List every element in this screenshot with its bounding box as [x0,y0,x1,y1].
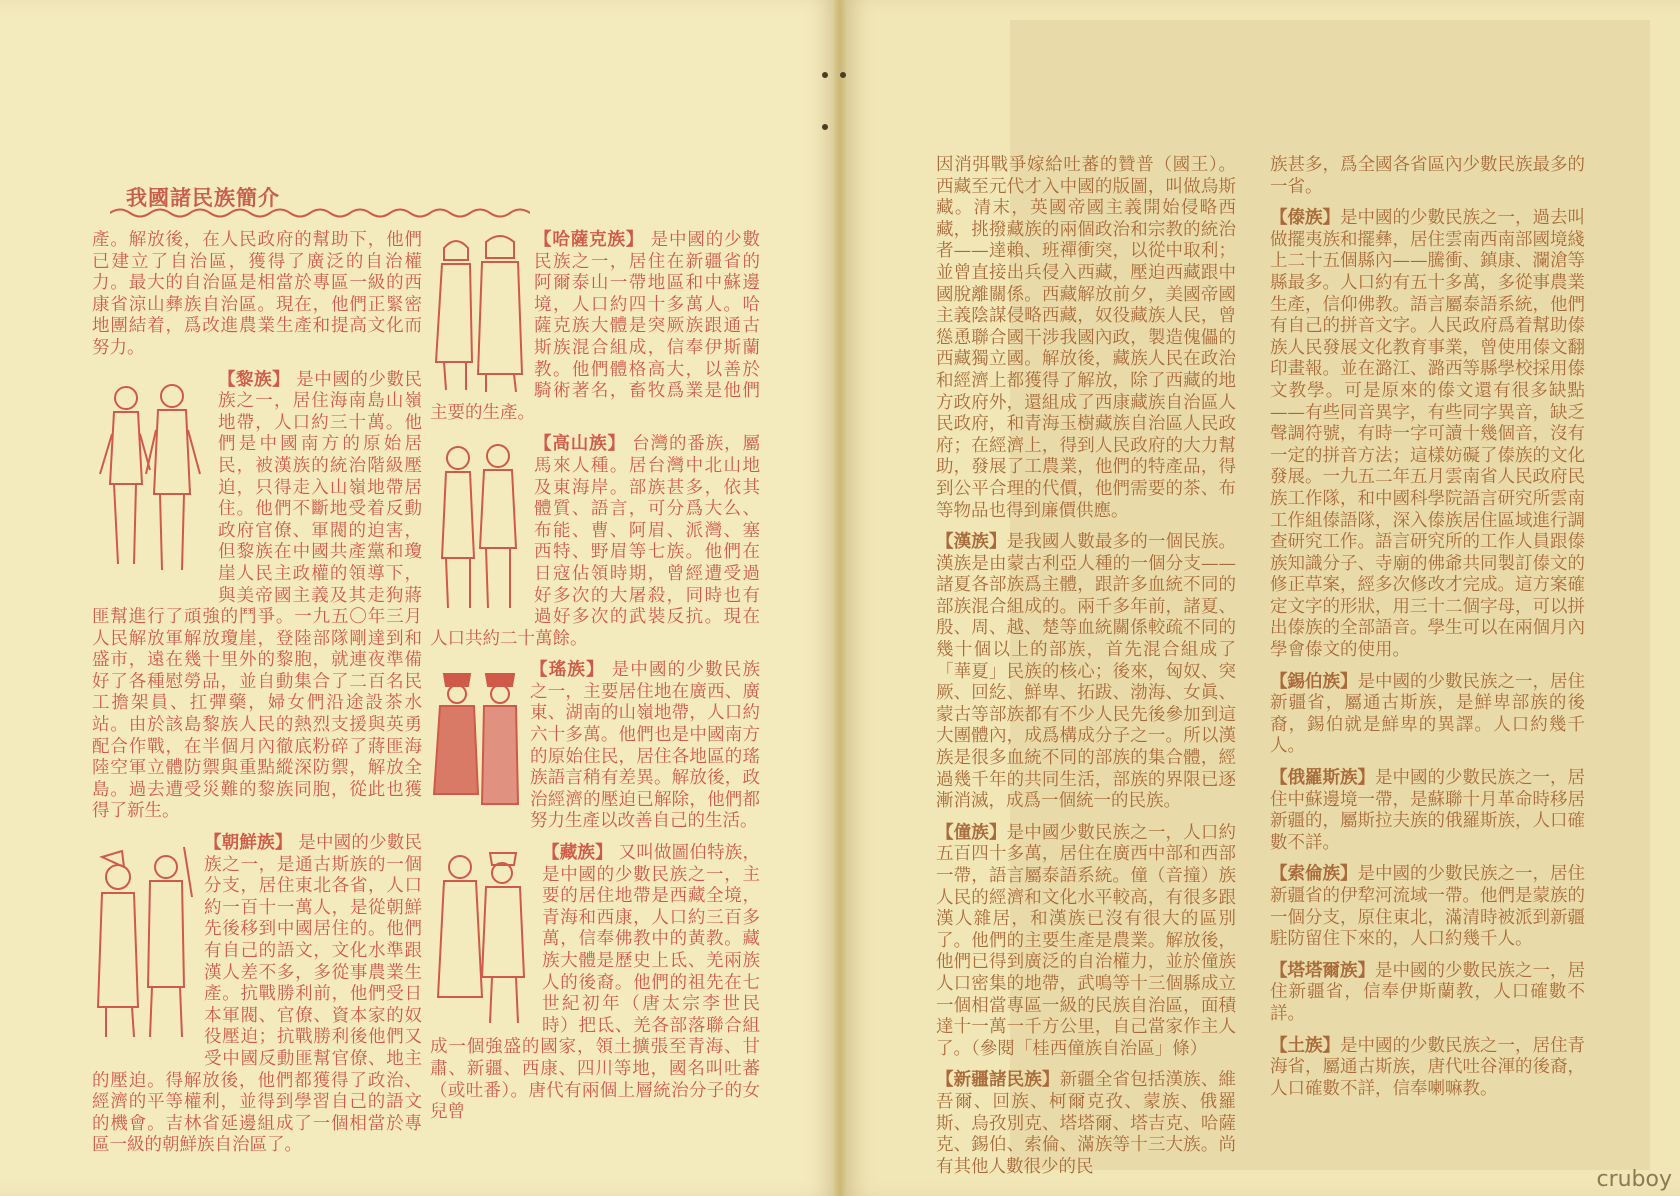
right-column-1 [936,155,1236,1188]
entry-xibe [1270,672,1585,758]
entry-text: 是中國的少數民族之一，居住中蘇邊境一帶，是蘇聯十月革命時移居新疆的，屬斯拉夫族的俄羅斯族，人口確數不詳。 [1270,768,1585,853]
entry-xinjiang [936,1070,1236,1178]
entry-label: 【漢族】 [936,532,1007,553]
entry-continuation [936,155,1236,522]
entry-label: 【朝鮮族】 [204,833,293,854]
entry-zhuang [936,823,1236,1061]
staple-hole [840,72,846,78]
entry-yao [430,660,760,833]
entry-text: 是中國的少數民族之一，居住青海省，屬通古斯族，唐代吐谷渾的後裔，人口確數不詳，信奉喇嘛教。 [1270,1035,1585,1099]
entry-label: 【哈薩克族】 [534,230,645,250]
couple-illustration-kazakh [430,234,526,394]
entry-text: 是中國少數民族之一，人口約五百四十多萬，居住在廣西中部和西部一帶，語言屬泰語系統。僮（音撞）族人民的經濟和文化水平較高，有很多跟漢人雜居，和漢族已沒有很大的區別了。他們的主要生產是農業。解放後，他們已得到廣泛的自治權力，並於僮族人口密集的地帶，武鳴等十三個縣成立一個相當專區一級的民族自治區，面積達十一萬一千方公里，自己當家作主人了。（參閱「桂西僮族自治區」條） [936,822,1236,1059]
entry-text: 是中國的少數民族之一，居住在新疆省的阿爾泰山一帶地區和中蘇邊境，人口約四十多萬人。哈薩克族大體是突厥族跟通古斯族混合組成，信奉伊斯蘭教。他們體格高大，以善於騎術著名，畜牧爲業是他們主要的生產。 [430,230,760,423]
entry-text: 新疆全省包括漢族、維吾爾、回族、柯爾克孜、蒙族、俄羅斯、烏孜別克、塔塔爾、塔吉克、哈薩克、錫伯、索倫、滿族等十三大族。尚有其他人數很少的民 [936,1070,1236,1177]
couple-illustration-korean [92,837,196,1047]
entry-text: 是中國的少數民族之一，過去叫做擺夷族和擺彝，居住雲南西南部國境綫上二十五個縣內——騰衝、鎮康、瀾滄等縣最多。人口約有五十多萬，多從事農業生產，信仰佛教。語言屬泰語系統，他們有自己的拼音文字。人民政府爲着幫助傣族人民發展文化教育事業，曾使用傣文翻印畫報。並在潞江、潞西等縣學校採用傣文教學。可是原來的傣文還有很多缺點——有些同音異字，有些同字異音，缺乏聲調符號，有時一字可讀十幾個音，沒有一定的拼音方法；這樣妨礙了傣族的文化發展。一九五二年五月雲南省人民政府民族工作隊，和中國科學院語言研究所雲南工作組傣語隊，深入傣族居住區域進行調查研究工作。語言研究所的工作人員跟傣族知識分子、寺廟的佛爺共同製訂傣文的修正草案，經多次修改才完成。這方案確定文字的形狀，用三十二個字母，可以拼出傣族的全部語音。學生可以在兩個月內學會傣文的使用。 [1270,208,1585,661]
entry-text: 是中國的少數民族之一，主要居住地在廣西、廣東、湖南的山嶺地帶，人口約六十多萬。他們也是中國南方的原始住民，居住各地區的瑤族語言稍有差異。解放後，政治經濟的壓迫已解除，他們都努力生產以改善自己的生活。 [530,660,760,832]
left-column-1 [92,230,422,1167]
entry-text: 是中國的少數民族之一，居住海南島山嶺地帶，人口約三十萬。他們是中國南方的原始居民，被漢族的統治階級壓迫，只得走入山嶺地帶居住。他們不斷地受着反動政府官僚、軍閥的迫害，但黎族在中國共產黨和瓊崖人民主政權的領導下，與美帝國主義及其走狗蔣匪幫進行了頑強的鬥爭。一九五〇年三月人民解放軍解放瓊崖，登陸部隊剛達到和盛市，遠在幾十里外的黎胞，就連夜準備好了各種慰勞品，並自動集合了二百名民工擔架員、扛彈藥，婦女們沿途設茶水站。由於該島黎族人民的熱烈支援與英勇配合作戰，在半個月內徹底粉碎了蔣匪海陸空軍立體防禦與重點縱深防禦，解放全島。過去遭受災難的黎族同胞，從此也獲得了新生。 [92,369,422,822]
entry-label: 【高山族】 [534,434,626,455]
entry-gaoshan [430,434,760,650]
entry-tu [1270,1036,1585,1101]
entry-continuation [92,230,422,360]
entry-solon [1270,864,1585,950]
entry-label: 【藏族】 [542,843,613,864]
entry-text: 是中國的少數民族之一，居住新疆省的伊犂河流域一帶。他們是蒙族的一個分支，原住東北，滿清時被派到新疆駐防留住下來的，人口約幾千人。 [1270,864,1585,950]
entry-label: 【瑤族】 [530,660,605,681]
entry-label: 【傣族】 [1270,208,1340,229]
entry-text: 是中國的少數民族之一，居住新疆省，屬通古斯族，是鮮卑部族的後裔，錫伯就是鮮卑的異譯。人口約幾千人。 [1270,671,1585,757]
entry-text: 台灣的番族，屬馬來人種。居台灣中北山地及東海岸。部族甚多，依其體質、語言，可分爲大么、布能、曹、阿眉、派灣、塞西特、野眉等七族。他們在日寇佔領時期，曾經遭受過好多次的大屠殺，同時也有過好多次的武裝反抗。現在人口共約二十萬餘。 [430,434,760,649]
left-column-2 [430,230,760,1134]
staple-hole [822,72,828,78]
entry-label: 【塔塔爾族】 [1270,960,1375,981]
entry-korean [92,833,422,1157]
entry-text: 又叫做圖伯特族，是中國的少數民族之一，主要的居住地帶是西藏全境，青海和西康，人口約三百多萬，信奉佛教中的黃教。藏族大體是歷史上氐、羌兩族人的後裔。他們的祖先在七世紀初年（唐太宗李世民時）把氐、羌各部落聯合組成一個強盛的國家，領土擴張至青海、甘肅、新疆、西康、四川等地，國名叫吐蕃（或吐番）。唐代有兩個上層統治分子的女兒曾 [430,843,760,1123]
entry-tatar [1270,961,1585,1026]
section-header [110,178,400,218]
entry-label: 【索倫族】 [1270,864,1358,885]
staple-hole [822,124,828,130]
entry-tibetan [430,843,760,1124]
decorative-wave-rule [110,206,530,220]
book-gutter [834,0,846,1196]
entry-text: 是我國人數最多的一個民族。漢族是由蒙古利亞人種的一個分支——諸夏各部族爲主體，跟許多血統不同的部族混合組成的。兩千多年前，諸夏、殷、周、越、楚等血統關係較疏不同的幾十個以上的部族，首先混合組成了「華夏」民族的核心；後來，匈奴、突厥、回紇、鮮卑、拓跋、渤海、女眞、蒙古等部族都有不少人民先後參加到這大團體內，成爲構成分子之一。所以漢族是很多血統不同的部族的集合體，經過幾千年的共同生活，部族的界限已逐漸消滅，成爲一個統一的民族。 [936,532,1236,812]
entry-kazakh [430,230,760,424]
entry-label: 【僮族】 [936,822,1007,843]
right-column-2 [1270,155,1585,1110]
entry-label: 【土族】 [1270,1035,1340,1056]
couple-illustration-li [92,374,210,584]
entry-label: 【錫伯族】 [1270,671,1358,692]
couple-illustration-gaoshan [430,438,526,614]
entry-label: 【新疆諸民族】 [936,1070,1060,1091]
entry-label: 【俄羅斯族】 [1270,768,1375,789]
section-title: 我國諸民族簡介 [126,185,280,210]
entry-text: 是中國的少數民族之一，是通古斯族的一個分支，居住東北各省，人口約一百十一萬人，是從朝鮮先後移到中國居住的。他們有自己的語文，文化水準跟漢人差不多，多從事農業生產。抗戰勝利前，他們受日本軍閥、官僚、資本家的奴役壓迫；抗戰勝利後他們又受中國反動匪幫官僚、地主的壓迫。得解放後，他們都獲得了政治、經濟的平等權利，並得到學習自己的語文的機會。吉林省延邊組成了一個相當於專區一級的朝鮮族自治區了。 [92,833,422,1156]
entry-text: 產。解放後，在人民政府的幫助下，他們已建立了自治區，獲得了廣泛的自治權力。最大的自治區是相當於專區一級的西康省涼山彝族自治區。現在，他們正緊密地團結着，爲改進農業生產和提高文化而努力。 [92,230,422,358]
entry-continuation [1270,155,1585,198]
entry-russian [1270,768,1585,854]
entry-text: 族甚多，爲全國各省區內少數民族最多的一省。 [1270,155,1585,197]
entry-han [936,532,1236,813]
entry-text: 因消弭戰爭嫁給吐蕃的贊普（國王）。西藏至元代才入中國的版圖，叫做烏斯藏。清末，英國帝國主義開始侵略西藏，挑撥藏族的兩個政治和宗教的統治者——達賴、班禪衝突，以從中取利；並曾直接出兵侵入西藏，壓迫西藏跟中國脫離關係。西藏解放前夕，美國帝國主義陰謀侵略西藏，奴役藏族人民，曾慫恿聯合國干涉我國內政，製造傀儡的西藏獨立國。解放後，藏族人民在政治和經濟上都獲得了解放，除了西藏的地方政府外，還組成了西康藏族自治區人民政府，和青海玉樹藏族自治區人民政府；在經濟上，得到人民政府的大力幫助，發展了工農業，他們的特產品，得到公平合理的代價，他們需要的茶、布等物品也得到廉價供應。 [936,155,1236,521]
entry-label: 【黎族】 [218,369,291,390]
watermark: cruboy [1596,1167,1672,1192]
entry-li [92,370,422,823]
couple-illustration-yao [430,664,522,814]
entry-text: 是中國的少數民族之一，居住新疆省，信奉伊斯蘭教，人口確數不詳。 [1270,960,1585,1024]
entry-dai [1270,208,1585,661]
couple-illustration-tibetan [430,847,534,1027]
